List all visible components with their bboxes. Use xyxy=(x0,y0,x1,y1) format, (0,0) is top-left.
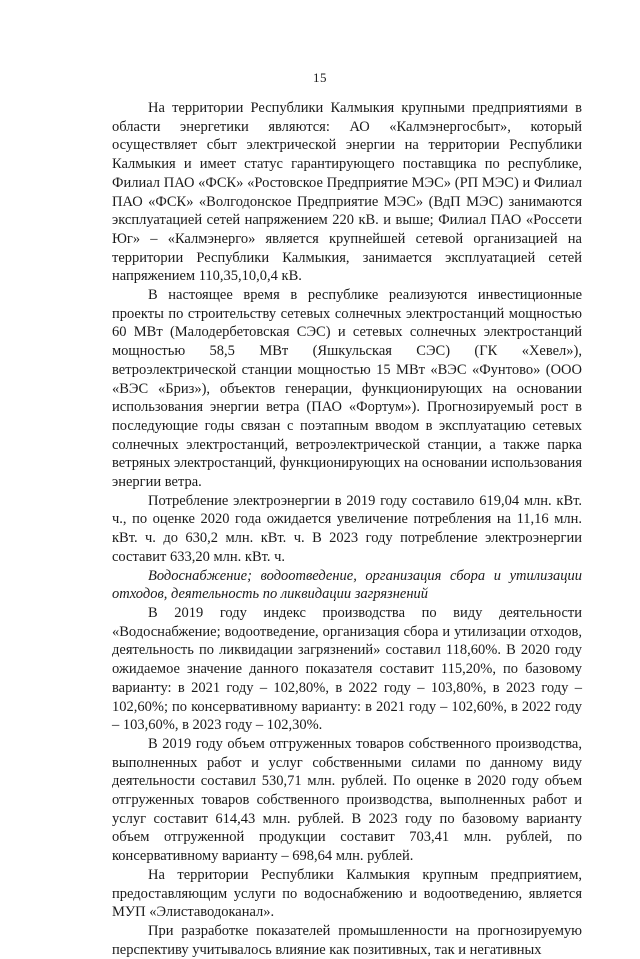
paragraph-energy-enterprises: На территории Республики Калмыкия крупными предприятиями в области энергетики являются: АО «Калмэнергосбыт», который осуществляет сбыт электрической энергии на территории Республики Калмыкия и имеет статус гарантирующего поставщика по республике, Филиал ПАО «ФСК» «Ростовское Предприятие МЭС» (РП МЭС) и Филиал ПАО «ФСК» «Волгодонское Предприятие МЭС» (ВдП МЭС) занимаются эксплуатацией сетей напряжением 220 кВ. и выше; Филиал ПАО «Россети Юг» – «Калмэнерго» является крупнейшей сетевой организацией на территории Республики Калмыкия, занимается эксплуатацией сетей напряжением 110,35,10,0,4 кВ. xyxy=(112,100,582,285)
paragraph-production-index: В 2019 году индекс производства по виду деятельности «Водоснабжение; водоотведение, организация сбора и утилизации отходов, деятельность по ликвидации загрязнений» составил 118,60%. В 2020 году ожидаемое значение данного показателя составит 115,20%, по базовому варианту: в 2021 году – 102,80%, в 2022 году – 103,80%, в 2023 году – 102,60%; по консервативному варианту: в 2021 году – 102,60%, в 2022 году – 103,60%, в 2023 году – 102,30%. xyxy=(112,604,582,734)
section-heading-water-supply: Водоснабжение; водоотведение, организация сбора и утилизации отходов, деятельность по ликвидации загрязнений xyxy=(112,567,582,603)
paragraph-industry-indicators: При разработке показателей промышленности на прогнозируемую перспективу учитывалось влияние как позитивных, так и негативных xyxy=(112,922,582,958)
paragraph-shipped-goods-volume: В 2019 году объем отгруженных товаров собственного производства, выполненных работ и услуг собственными силами по данному виду деятельности составил 530,71 млн. рублей. По оценке в 2020 году объем отгруженных товаров собственного производства, выполненных работ и услуг составит 614,43 млн. рублей. В 2023 году по базовому варианту объем отгруженной продукции составит 703,41 млн. рублей, по консервативному варианту – 698,64 млн. рублей. xyxy=(112,735,582,865)
page-number: 15 xyxy=(313,70,327,85)
paragraph-electricity-consumption: Потребление электроэнергии в 2019 году составило 619,04 млн. кВт. ч., по оценке 2020 года ожидается увеличение потребления на 11,16 млн. кВт. ч. до 630,2 млн. кВт. ч. В 2023 году потребление электроэнергии составит 633,20 млн. кВт. ч. xyxy=(112,492,582,565)
paragraph-water-utility: На территории Республики Калмыкия крупным предприятием, предоставляющим услуги по водоснабжению и водоотведению, является МУП «Элиставодоканал». xyxy=(112,866,582,921)
paragraph-investment-projects: В настоящее время в республике реализуются инвестиционные проекты по строительству сетевых солнечных электростанций мощностью 60 МВт (Малодербетовская СЭС) и сетевых солнечных электростанций мощностью 58,5 МВт (Яшкульская СЭС) (ГК «Хевел»), ветроэлектрической станции мощностью 15 МВт «ВЭС «Фунтово» (ООО «ВЭС «Бриз»), объектов генерации, функционирующих на основании использования энергии ветра (ПАО «Фортум»). Прогнозируемый рост в последующие годы связан с поэтапным вводом в эксплуатацию сетевых солнечных электростанций, ветроэлектрической станции, а также парка ветряных электростанций, функционирующих на основании использования энергии ветра. xyxy=(112,287,582,491)
document-body xyxy=(112,99,582,959)
